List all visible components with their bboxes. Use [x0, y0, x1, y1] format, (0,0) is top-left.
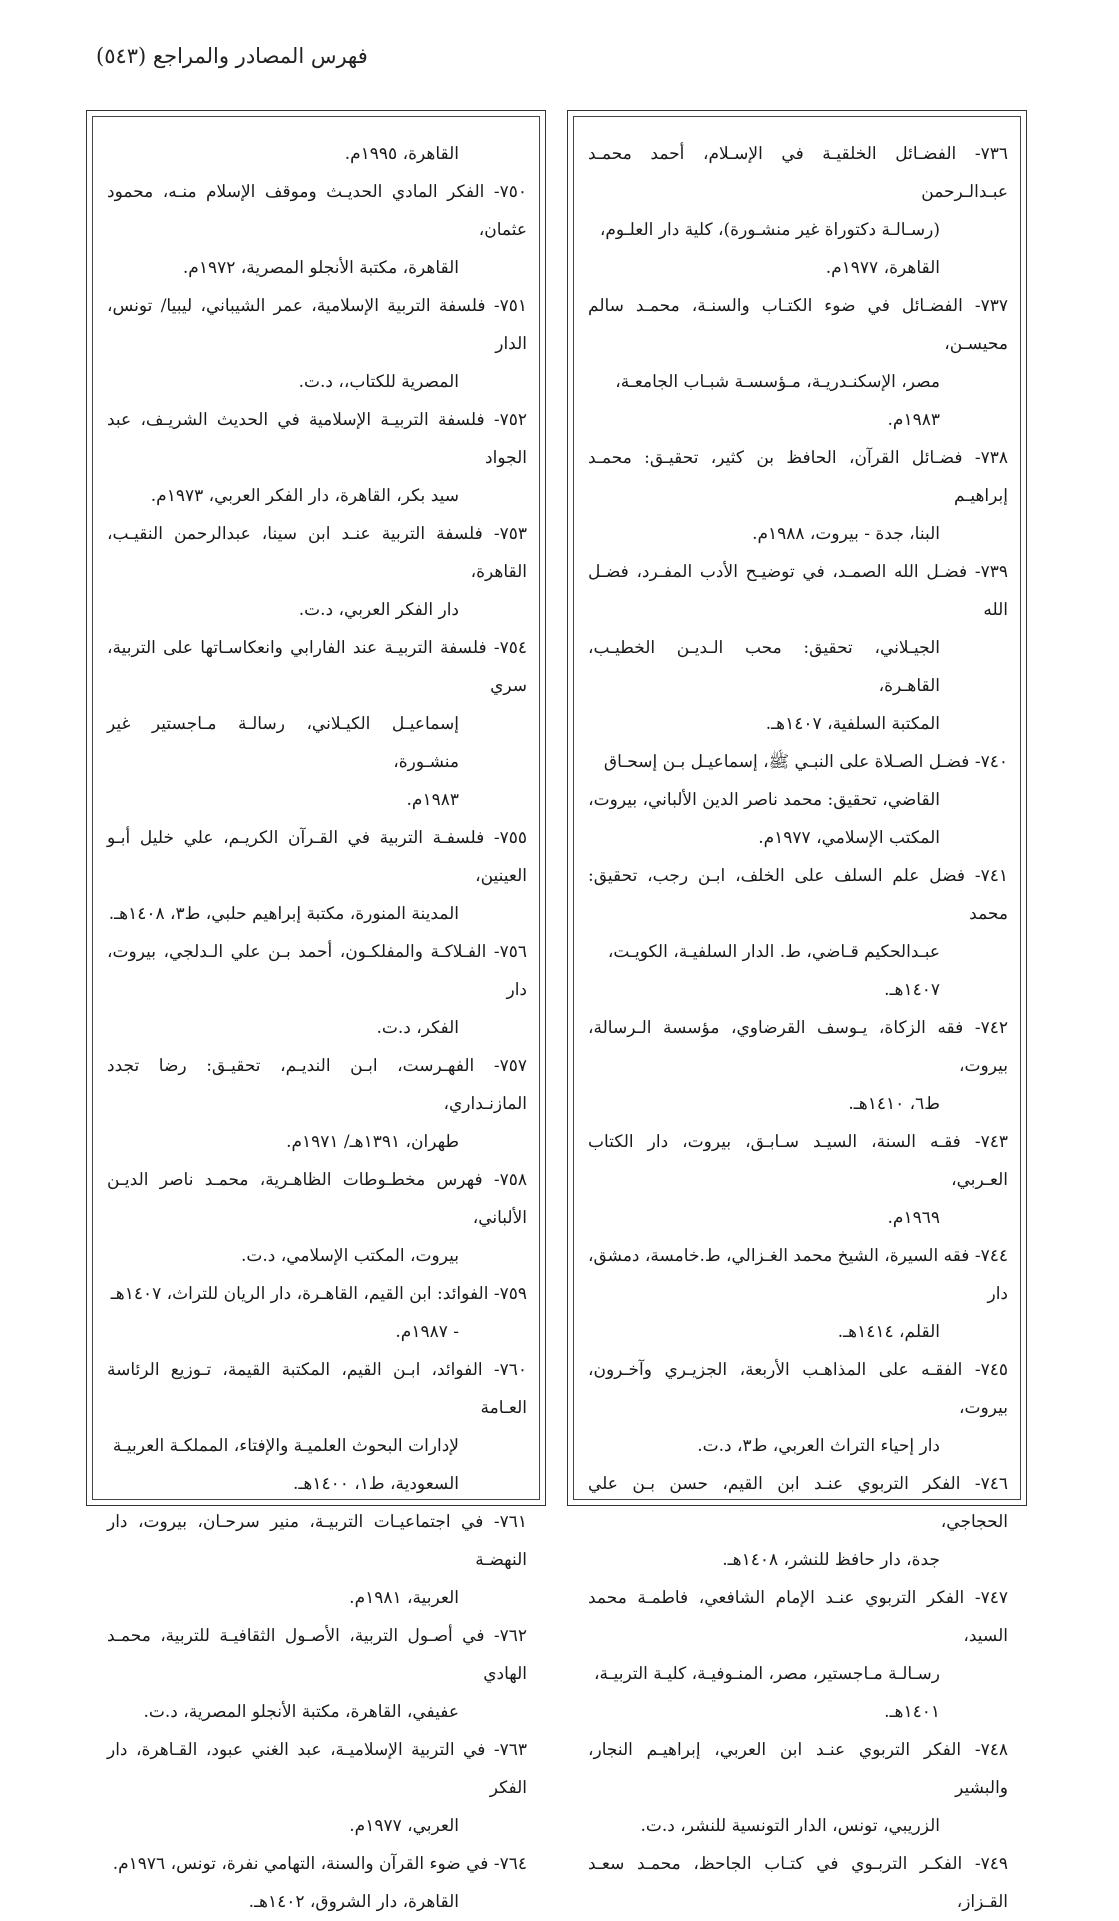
entry-text: الفوائد، ابـن القيم، المكتبة القيمة، تـوزيع الرئاسة العـامة — [107, 1360, 527, 1418]
entry-continuation-line: القاهرة، ١٩٩٥م. — [344, 144, 459, 164]
entry-number: ٧٥٥- — [493, 828, 527, 848]
reference-entry — [107, 629, 527, 819]
entry-continuation-line: طهران، ١٣٩١هـ/ ١٩٧١م. — [286, 1132, 459, 1152]
entry-first-line — [107, 1731, 527, 1807]
page-header: فهرس المصادر والمراجع (٥٤٣) — [96, 44, 368, 68]
entry-number: ٧٤٨- — [974, 1740, 1008, 1760]
entry-first-line — [107, 173, 527, 249]
reference-entry — [588, 1009, 1008, 1123]
entry-text: الفقـه على المذاهـب الأربعة، الجزيـري وآخـرون، بيروت، — [588, 1360, 1008, 1418]
entry-number: ٧٤٠- — [974, 752, 1008, 772]
entry-first-line — [107, 1047, 527, 1123]
entry-number: ٧٥٧- — [493, 1056, 527, 1076]
entry-first-line — [588, 135, 1008, 211]
right-column — [567, 110, 1027, 1912]
entry-text: الفكر التربوي عنـد ابن القيم، حسن بـن علي الحجاجي، — [588, 1474, 1008, 1532]
entry-continuation-line: عبـدالحكيم قـاضي، ط. الدار السلفيـة، الكويـت، — [607, 942, 940, 962]
entry-continuation-line: العربي، ١٩٧٧م. — [349, 1816, 459, 1836]
entry-continuation-line: القاهرة، ١٩٧٧م. — [825, 258, 940, 278]
reference-entry — [588, 743, 1008, 857]
entry-continuation-line: دار الفكر العربي، د.ت. — [298, 600, 459, 620]
entry-continuation-line: سيد بكر، القاهرة، دار الفكر العربي، ١٩٧٣م. — [150, 486, 459, 506]
entry-text: الفكر التربوي عنـد ابن العربي، إبراهيـم النجار، والبشير — [588, 1740, 1008, 1798]
entry-text: فلسفة التربيـة عند الفارابي وانعكاسـاتها على التربية، سري — [107, 638, 527, 696]
entry-text: الفكـر التربـوي في كتـاب الجاحظ، محمـد سعـد القـزاز، — [588, 1854, 1008, 1912]
reference-entry — [107, 1845, 527, 1921]
entry-first-line — [107, 629, 527, 705]
entry-number: ٧٣٩- — [974, 562, 1008, 582]
entry-first-line — [107, 1275, 527, 1313]
entry-first-line — [107, 401, 527, 477]
reference-entry — [588, 1731, 1008, 1845]
entry-text: فقه السيرة، الشيخ محمد الغـزالي، ط.خامسة، دمشق، دار — [587, 1246, 1008, 1304]
entry-text: فلسفة التربية عنـد ابن سينا، عبدالرحمن النقيـب، القاهرة، — [107, 524, 527, 582]
entry-text: الفهـرست، ابـن النديـم، تحقيـق: رضا تجدد المازنـداري، — [107, 1056, 527, 1114]
entry-text: فضل علم السلف على الخلف، ابـن رجب، تحقيق: محمد — [588, 866, 1008, 924]
reference-entry — [107, 173, 527, 287]
entry-number: ٧٣٨- — [974, 448, 1008, 468]
entry-first-line — [588, 1579, 1008, 1655]
entry-continuation-line: ١٤٠٧هـ. — [884, 980, 940, 1000]
entry-text: فهرس مخطـوطات الظاهـرية، محمـد ناصر الديـن الألباني، — [107, 1170, 527, 1228]
entry-continuation-line: البنا، جدة - بيروت، ١٩٨٨م. — [752, 524, 940, 544]
reference-entry — [588, 1579, 1008, 1731]
entry-number: ٧٤١- — [974, 866, 1008, 886]
entry-number: ٧٦١- — [493, 1512, 527, 1532]
reference-entry — [588, 553, 1008, 743]
reference-entry — [107, 1351, 527, 1503]
entry-text: الفكر المادي الحديـث وموقف الإسلام منـه، محمود عثمان، — [107, 182, 527, 240]
entry-continuation-line: لإدارات البحوث العلميـة والإفتاء، المملكـة العربيـة — [112, 1436, 459, 1456]
entry-first-line — [107, 1617, 527, 1693]
entry-number: ٧٥٦- — [493, 942, 527, 962]
reference-entry — [107, 1731, 527, 1845]
entry-number: ٧٣٦- — [974, 144, 1008, 164]
entry-text: فضـل الصـلاة على النبـي ﷺ، إسماعيـل بـن إسحـاق — [603, 752, 975, 772]
entry-first-line — [107, 819, 527, 895]
entry-continuation-line: مصر، الإسكنـدريـة، مـؤسسـة شبـاب الجامعـة، — [615, 372, 940, 392]
entry-first-line — [588, 553, 1008, 629]
entry-text: فضـل الله الصمـد، في توضيـح الأدب المفـرد، فضـل الله — [588, 562, 1008, 620]
entry-continuation-line: المدينة المنورة، مكتبة إبراهيم حلبي، ط٣، ١٤٠٨هـ. — [108, 904, 459, 924]
entry-continuation-line: المكتب الإسلامي، ١٩٧٧م. — [758, 828, 940, 848]
entry-text: الفضـائل الخلقيـة في الإسـلام، أحمد محمـد عبـدالـرحمن — [588, 144, 1008, 202]
entry-text: الفوائد: ابن القيم، القاهـرة، دار الريان للتراث، ١٤٠٧هـ — [110, 1284, 494, 1304]
entry-continuation-line: القلم، ١٤١٤هـ. — [837, 1322, 940, 1342]
entry-continuation-line: جدة، دار حافظ للنشر، ١٤٠٨هـ. — [722, 1550, 940, 1570]
entry-first-line — [588, 1465, 1008, 1541]
entry-continuation-line: المكتبة السلفية، ١٤٠٧هـ. — [765, 714, 940, 734]
entry-continuation-line: العربية، ١٩٨١م. — [349, 1588, 459, 1608]
entry-number: ٧٦٣- — [493, 1740, 527, 1760]
entry-first-line — [588, 1731, 1008, 1807]
entry-number: ٧٥٢- — [493, 410, 527, 430]
entry-first-line — [588, 1237, 1008, 1313]
reference-entry — [107, 135, 527, 173]
entry-number: ٧٦٠- — [493, 1360, 527, 1380]
entry-continuation-line: المصرية للكتاب،، د.ت. — [298, 372, 459, 392]
reference-entry — [107, 401, 527, 515]
entry-continuation-line: ١٩٦٩م. — [887, 1208, 940, 1228]
entry-number: ٧٤٢- — [974, 1018, 1008, 1038]
entry-number: ٧٦٤- — [493, 1854, 527, 1874]
entry-continuation-line: ١٩٨٣م. — [406, 790, 459, 810]
entry-number: ٧٣٧- — [974, 296, 1008, 316]
reference-entry — [588, 1351, 1008, 1465]
reference-entry — [107, 1617, 527, 1731]
entry-first-line — [107, 515, 527, 591]
reference-entry — [107, 1275, 527, 1351]
reference-entry — [107, 287, 527, 401]
entry-continuation-line: ١٤٠١هـ. — [884, 1702, 940, 1722]
reference-entry — [588, 135, 1008, 287]
entry-text: في اجتماعيـات التربيـة، منير سرحـان، بيروت، دار النهضـة — [107, 1512, 527, 1570]
reference-entry — [107, 819, 527, 933]
entry-continuation-line: (رسـالـة دكتوراة غير منشـورة)، كلية دار العلـوم، — [599, 220, 940, 240]
reference-entry — [107, 1161, 527, 1275]
reference-entry — [588, 1123, 1008, 1237]
left-column — [86, 110, 546, 1912]
entry-text: فلسفـة التربية في القـرآن الكريـم، علي خليل أبـو العينين، — [107, 828, 527, 886]
entry-number: ٧٥٠- — [493, 182, 527, 202]
entry-text: الفكر التربوي عنـد الإمام الشافعي، فاطمـة محمد السيد، — [588, 1588, 1008, 1646]
entry-number: ٧٤٤- — [974, 1246, 1008, 1266]
entry-continuation-line: رسـالـة مـاجستير، مصر، المنـوفيـة، كليـة التربيـة، — [594, 1664, 940, 1684]
reference-entry — [107, 1503, 527, 1617]
entry-first-line — [588, 1845, 1008, 1921]
entry-number: ٧٤٦- — [974, 1474, 1008, 1494]
entry-continuation-line: القاهرة، دار الشروق، ١٤٠٢هـ. — [248, 1892, 459, 1912]
entry-first-line — [107, 1351, 527, 1427]
reference-entry — [107, 1047, 527, 1161]
reference-entry — [588, 439, 1008, 553]
reference-entry — [588, 287, 1008, 439]
entry-number: ٧٤٧- — [974, 1588, 1008, 1608]
entry-continuation-line: ١٩٨٣م. — [887, 410, 940, 430]
entry-continuation-line: بيروت، المكتب الإسلامي، د.ت. — [240, 1246, 459, 1266]
entry-text: فلسفة التربيـة الإسلامية في الحديث الشريـف، عبد الجواد — [107, 410, 527, 468]
entry-number: ٧٥٩- — [493, 1284, 527, 1304]
entry-first-line — [107, 1503, 527, 1579]
entry-number: ٧٥٨- — [493, 1170, 527, 1190]
entry-first-line — [588, 439, 1008, 515]
entry-text: فقه الزكاة، يـوسف القرضاوي، مؤسسة الـرسالة، بيروت، — [588, 1018, 1008, 1076]
reference-entry — [588, 1465, 1008, 1579]
entry-number: ٧٥١- — [493, 296, 527, 316]
entry-number: ٧٥٤- — [493, 638, 527, 658]
entry-continuation-line: عفيفي، القاهرة، مكتبة الأنجلو المصرية، د.ت. — [143, 1702, 459, 1722]
entry-continuation-line: الجيـلاني، تحقيق: محب الـديـن الخطيـب، القاهـرة، — [588, 638, 940, 696]
entry-continuation-line: إسماعيـل الكيـلاني، رسالـة مـاجستير غير منشـورة، — [107, 714, 459, 772]
right-column-inner — [573, 116, 1021, 1912]
entry-number: ٧٥٣- — [493, 524, 527, 544]
entry-continuation-line: دار إحياء التراث العربي، ط٣، د.ت. — [697, 1436, 940, 1456]
entry-first-line — [588, 1123, 1008, 1199]
entry-text: فقـه السنة، السيـد سـابـق، بيروت، دار الكتاب العـربي، — [588, 1132, 1008, 1190]
entry-number: ٧٤٩- — [974, 1854, 1008, 1874]
entry-continuation-line: - ١٩٨٧م. — [395, 1322, 459, 1342]
entry-text: في أصـول التربية، الأصـول الثقافيـة للتربية، محمـد الهادي — [107, 1626, 527, 1684]
entry-number: ٧٤٣- — [974, 1132, 1008, 1152]
entry-first-line — [107, 287, 527, 363]
entry-number: ٧٤٥- — [974, 1360, 1008, 1380]
reference-entry — [107, 515, 527, 629]
entry-first-line — [588, 1351, 1008, 1427]
reference-entry — [107, 933, 527, 1047]
entry-first-line — [588, 857, 1008, 933]
entry-first-line — [588, 743, 1008, 781]
entry-text: الفـلاكـة والمفلكـون، أحمد بـن علي الـدلجي، بيروت، دار — [107, 942, 527, 1000]
reference-entry — [588, 857, 1008, 1009]
reference-entry — [588, 1845, 1008, 1921]
entry-continuation-line: الفكر، د.ت. — [376, 1018, 459, 1038]
entry-first-line — [588, 1009, 1008, 1085]
entry-continuation-line: القاهرة، مكتبة الأنجلو المصرية، ١٩٧٢م. — [182, 258, 459, 278]
entry-continuation-line: ط٦، ١٤١٠هـ. — [848, 1094, 940, 1114]
entry-first-line — [107, 933, 527, 1009]
entry-first-line — [588, 287, 1008, 363]
entry-continuation-line: السعودية، ط١، ١٤٠٠هـ. — [292, 1474, 459, 1494]
entry-text: في التربية الإسلاميـة، عبد الغني عبود، القـاهرة، دار الفكر — [107, 1740, 527, 1798]
entry-text: فضـائل القرآن، الحافظ بن كثير، تحقيـق: محمـد إبراهيـم — [588, 448, 1008, 506]
entry-continuation-line: القاضي، تحقيق: محمد ناصر الدين الألباني، بيروت، — [588, 790, 940, 810]
entry-first-line — [107, 1161, 527, 1237]
entry-text: الفضـائل في ضوء الكتـاب والسنـة، محمـد سالم محيسـن، — [588, 296, 1008, 354]
reference-entry — [588, 1237, 1008, 1351]
left-column-inner — [92, 116, 540, 1912]
entry-number: ٧٦٢- — [493, 1626, 527, 1646]
entry-continuation-line: الزريبي، تونس، الدار التونسية للنشر، د.ت. — [640, 1816, 940, 1836]
entry-text: فلسفة التربية الإسلامية، عمر الشيباني، ليبيا/ تونس، الدار — [107, 296, 527, 354]
entry-first-line — [107, 1845, 527, 1883]
entry-text: في ضوء القرآن والسنة، التهامي نفرة، تونس، ١٩٧٦م. — [112, 1854, 494, 1874]
